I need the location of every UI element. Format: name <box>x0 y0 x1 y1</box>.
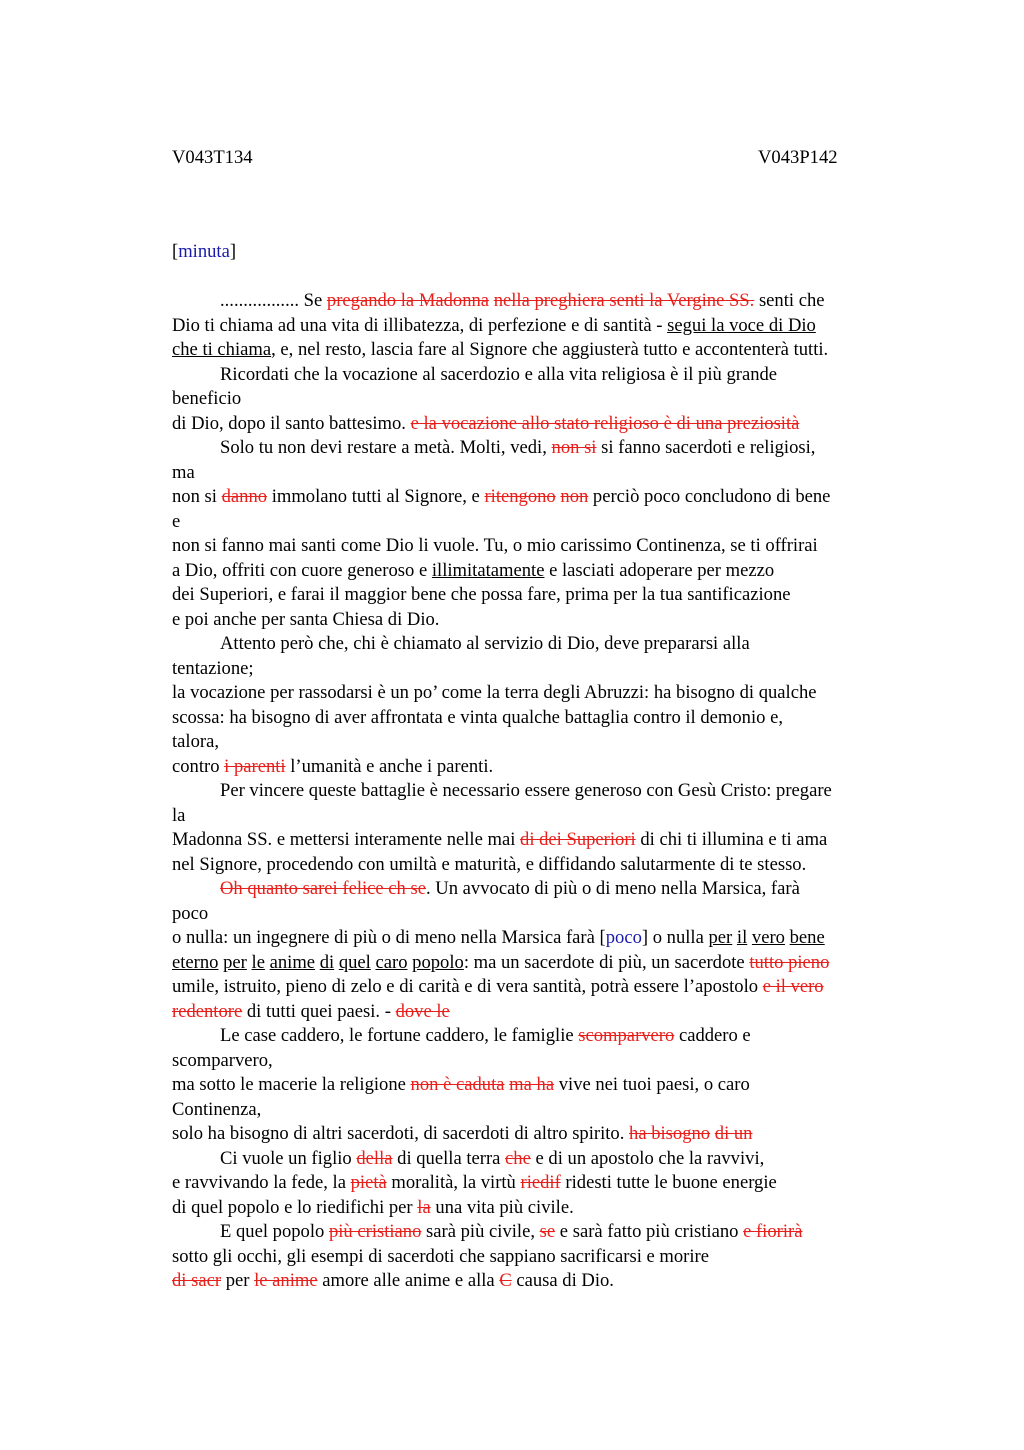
text-line <box>172 828 912 853</box>
text-run: E quel popolo <box>220 1221 329 1242</box>
text-line <box>172 510 912 535</box>
deleted-text: non è caduta <box>410 1074 505 1095</box>
text-run: perciò poco concludono di bene <box>588 486 831 507</box>
text-run: e di un apostolo che la ravvivi, <box>530 1147 765 1169</box>
text-line <box>172 289 912 314</box>
deleted-text: scomparvero <box>578 1025 675 1046</box>
underlined-text: illimitatamente <box>431 559 545 581</box>
text-run: beneficio <box>172 388 242 409</box>
text-run: talora, <box>172 731 219 752</box>
text-run: sotto gli occhi, gli esempi di sacerdoti che sappiano sacrificarsi e morire <box>172 1245 709 1267</box>
deleted-text: di un <box>714 1123 753 1144</box>
text-run: per <box>221 1270 255 1291</box>
text-run: di chi ti illumina e ti ama <box>635 829 828 850</box>
text-run: immolano tutti al Signore, e <box>267 486 485 507</box>
text-line <box>172 632 912 657</box>
deleted-text: Oh quanto sarei felice ch se <box>220 878 426 899</box>
text-run: Solo tu non devi restare a metà. Molti, vedi, <box>220 437 552 458</box>
text-line <box>172 779 912 804</box>
text-run: la vocazione per rassodarsi è un po’ come la terra degli Abruzzi: ha bisogno di qualche <box>172 682 817 703</box>
deleted-text: redentore <box>172 1000 243 1022</box>
text-run: Dio ti chiama ad una vita di illibatezza, di perfezione e di santità - <box>172 314 668 336</box>
text-run: ridesti tutte le buone energie <box>560 1172 777 1193</box>
text-line <box>172 338 912 363</box>
deleted-text: pregando la Madonna <box>326 290 490 311</box>
header-right-id: V043P142 <box>758 147 838 168</box>
text-run: Attento però che, chi è chiamato al servizio di Dio, deve prepararsi alla <box>220 633 750 654</box>
text-line <box>172 363 912 388</box>
text-run: e <box>172 510 181 532</box>
letter-body <box>172 289 912 1294</box>
editorial-insertion: poco <box>605 927 642 948</box>
tag-close-bracket: ] <box>229 241 237 262</box>
text-line <box>172 1147 912 1172</box>
text-run: : ma un sacerdote di più, un sacerdote <box>463 951 750 973</box>
text-run: Le case caddero, le fortune caddero, le famiglie <box>220 1025 579 1046</box>
deleted-text: nella preghiera senti la Vergine SS. <box>493 290 755 311</box>
text-run: ................. Se <box>220 290 327 311</box>
text-line <box>172 926 912 951</box>
deleted-text: riedif <box>520 1172 561 1193</box>
deleted-text: della <box>356 1147 393 1169</box>
text-run: causa di Dio. <box>511 1270 614 1291</box>
text-line <box>172 951 912 976</box>
underlined-text: caro <box>375 951 408 973</box>
text-run: si fanno sacerdoti e religiosi, <box>596 437 816 458</box>
deleted-text: non si <box>551 437 597 458</box>
text-run: o nulla: un ingegnere di più o di meno nella Marsica farà [ <box>172 927 606 948</box>
text-run: e poi anche per santa Chiesa di Dio. <box>172 608 440 630</box>
text-line <box>172 461 912 486</box>
text-run: nel Signore, procedendo con umiltà e maturità, e diffidando salutarmente di te stesso. <box>172 853 807 875</box>
text-run: di quella terra <box>392 1147 506 1169</box>
deleted-text: danno <box>221 486 268 507</box>
text-run: scomparvero, <box>172 1049 273 1071</box>
deleted-text: di dei Superiori <box>520 829 636 850</box>
underlined-text: segui la voce di Dio <box>667 314 816 336</box>
deleted-text: di sacr <box>172 1270 222 1291</box>
text-run: umile, istruito, pieno di zelo e di carità e di vera santità, potrà essere l’apostolo <box>172 976 763 997</box>
minuta-tag <box>172 240 236 264</box>
text-run: non si fanno mai santi come Dio li vuole. Tu, o mio carissimo Continenza, se ti offrirai <box>172 535 818 556</box>
text-line <box>172 1269 912 1294</box>
tag-open-bracket: [ <box>172 241 179 262</box>
deleted-text: più cristiano <box>328 1221 422 1242</box>
text-line <box>172 608 912 633</box>
text-run: solo ha bisogno di altri sacerdoti, di sacerdoti di altro spirito. <box>172 1123 630 1144</box>
text-run: dei Superiori, e farai il maggior bene che possa fare, prima per la tua santificazione <box>172 584 791 605</box>
tag-label: minuta <box>178 241 230 262</box>
text-run: caddero e <box>674 1025 751 1046</box>
text-line <box>172 1122 912 1147</box>
text-line <box>172 314 912 339</box>
text-line <box>172 1098 912 1123</box>
underlined-text: per <box>223 951 247 973</box>
text-run: la <box>172 804 186 826</box>
underlined-text: le <box>251 951 265 973</box>
text-line <box>172 485 912 510</box>
underlined-text: per <box>708 927 733 948</box>
deleted-text: ritengono <box>484 486 556 507</box>
deleted-text: ha bisogno <box>629 1123 711 1144</box>
text-run: , e, nel resto, lascia fare al Signore che aggiusterà tutto e accontenterà tutti. <box>271 339 829 360</box>
text-line <box>172 681 912 706</box>
text-line <box>172 1049 912 1074</box>
underlined-text: popolo <box>412 951 464 973</box>
text-run: ma <box>172 461 195 483</box>
text-line <box>172 730 912 755</box>
text-line <box>172 534 912 559</box>
deleted-text: se <box>539 1221 556 1242</box>
text-run: amore alle anime e alla <box>317 1270 500 1291</box>
deleted-text: dove le <box>395 1000 450 1022</box>
text-run: e lasciati adoperare per mezzo <box>544 559 775 581</box>
text-line <box>172 975 912 1000</box>
text-line <box>172 853 912 878</box>
deleted-text: la <box>417 1196 431 1218</box>
deleted-text: le anime <box>254 1270 318 1291</box>
text-line <box>172 706 912 731</box>
text-line <box>172 559 912 584</box>
text-run: contro <box>172 755 225 777</box>
underlined-text: anime <box>269 951 316 973</box>
text-run: a Dio, offriti con cuore generoso e <box>172 559 432 581</box>
text-line <box>172 902 912 927</box>
text-run: sarà più civile, <box>421 1221 540 1242</box>
deleted-text: che <box>505 1147 531 1169</box>
text-run: Ricordati che la vocazione al sacerdozio e alla vita religiosa è il più grande <box>220 363 778 385</box>
text-line <box>172 1245 912 1270</box>
text-run: e sarà fatto più cristiano <box>555 1221 744 1242</box>
text-run: vive nei tuoi paesi, o caro <box>554 1074 750 1095</box>
text-run: di tutti quei paesi. - <box>242 1000 396 1022</box>
text-line <box>172 1073 912 1098</box>
text-run: ] o nulla <box>641 927 709 948</box>
text-line <box>172 583 912 608</box>
text-line <box>172 755 912 780</box>
deleted-text: C <box>499 1270 512 1291</box>
deleted-text: e fiorirà <box>743 1221 803 1242</box>
text-line <box>172 1220 912 1245</box>
text-line <box>172 657 912 682</box>
text-line <box>172 436 912 461</box>
text-run: scossa: ha bisogno di aver affrontata e vinta qualche battaglia contro il demonio e, <box>172 706 783 728</box>
text-run: Madonna SS. e mettersi interamente nelle mai <box>172 829 521 850</box>
deleted-text: pietà <box>350 1172 387 1193</box>
text-run: una vita più civile. <box>430 1196 574 1218</box>
underlined-text: che ti chiama <box>172 339 272 360</box>
text-run: . Un avvocato di più o di meno nella Marsica, farà <box>426 878 800 899</box>
text-line <box>172 804 912 829</box>
deleted-text: non <box>560 486 589 507</box>
text-line <box>172 1196 912 1221</box>
text-run: moralità, la virtù <box>386 1172 521 1193</box>
underlined-text: il <box>736 927 748 948</box>
underlined-text: di <box>319 951 335 973</box>
underlined-text: bene <box>789 927 825 948</box>
text-run: Per vincere queste battaglie è necessario essere generoso con Gesù Cristo: pregare <box>220 780 832 801</box>
underlined-text: vero <box>751 927 785 948</box>
text-run: senti che <box>754 290 825 311</box>
deleted-text: ma ha <box>509 1074 555 1095</box>
text-line <box>172 877 912 902</box>
text-run: poco <box>172 902 209 924</box>
text-run: di quel popolo e lo riedifichi per <box>172 1196 418 1218</box>
text-run: non si <box>172 486 222 507</box>
underlined-text: eterno <box>172 951 219 973</box>
deleted-text: e la vocazione allo stato religioso è di una preziosità <box>410 412 800 434</box>
text-run: e ravvivando la fede, la <box>172 1172 351 1193</box>
text-run: ma sotto le macerie la religione <box>172 1074 411 1095</box>
deleted-text: e il vero <box>762 976 824 997</box>
text-line <box>172 412 912 437</box>
text-run: di Dio, dopo il santo battesimo. <box>172 412 411 434</box>
underlined-text: quel <box>338 951 371 973</box>
header-left-id: V043T134 <box>172 147 253 168</box>
text-line <box>172 387 912 412</box>
text-run: Ci vuole un figlio <box>220 1147 357 1169</box>
text-run: l’umanità e anche i parenti. <box>285 755 494 777</box>
text-line <box>172 1024 912 1049</box>
text-run: Continenza, <box>172 1098 262 1120</box>
text-run: tentazione; <box>172 657 254 679</box>
text-line <box>172 1000 912 1025</box>
deleted-text: i parenti <box>224 755 286 777</box>
text-line <box>172 1171 912 1196</box>
deleted-text: tutto pieno <box>749 951 830 973</box>
